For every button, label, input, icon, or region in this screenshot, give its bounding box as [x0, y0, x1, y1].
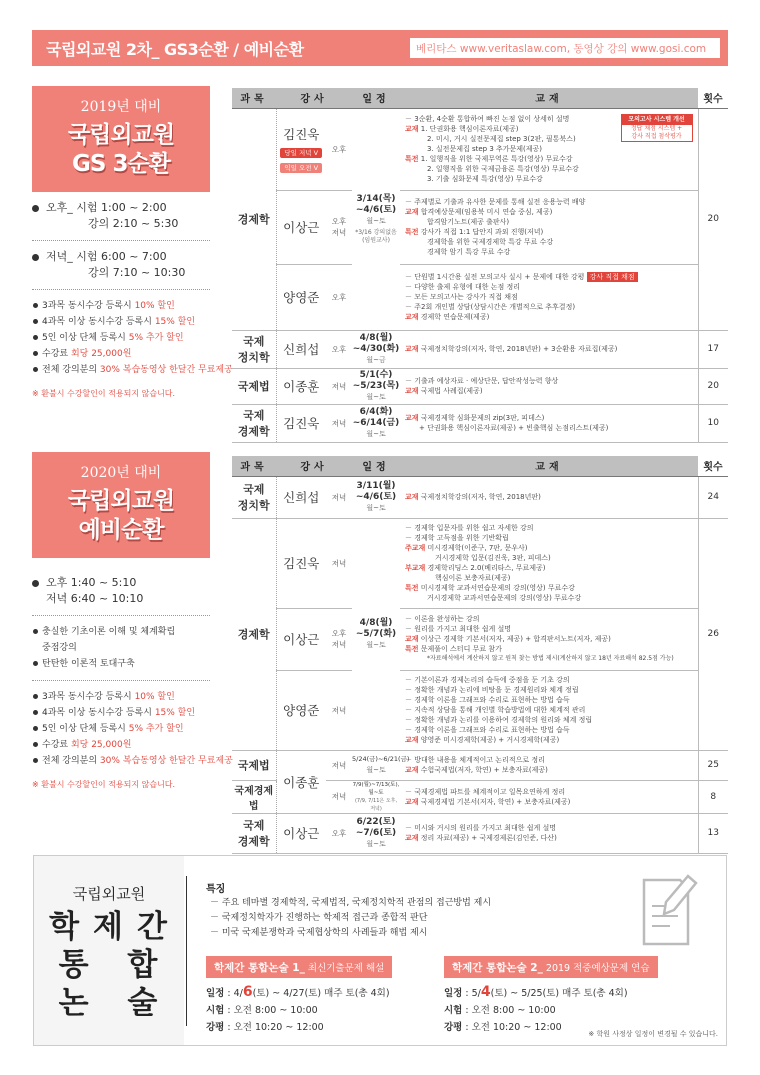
material-cell: － 방대한 내용을 체계적이고 논리적으로 정리 교재 수험국제법(저자, 학연) + 보충자료(제공): [400, 750, 698, 780]
schedule-cell: 4/8(월) ~5/7(화) 월~토: [352, 518, 400, 750]
count-cell: 13: [698, 813, 728, 853]
time-cell: 저녁: [326, 780, 352, 813]
list-item: 4과목 이상 동시수강 등록시 15% 할인: [32, 705, 212, 721]
table-row: [232, 518, 728, 608]
col-header-schedule: 일정: [352, 88, 400, 108]
material-cell: 교재 국제경제학 심화문제의 zip(3판, 피데스) + 단권화용 핵심이론자료(제공) + 빈출핵심 논점리스트(제공): [400, 404, 698, 442]
interdisciplinary-essay-box: [33, 855, 727, 1046]
material-cell: 교재 국제정치학강의(저자, 학연, 2018년판) + 3순환용 자료집(제공): [400, 330, 698, 368]
schedule-cell: 4/8(월) ~4/30(화) 월~금: [352, 330, 400, 368]
material-cell: － 주제별로 기출과 유사한 문제를 통해 실전 응용능력 배양 교재 합격예상문제(임용북 미시 연습 중심, 제공) 합격암기노트(제공 출판사) 특전 강사가 직접 1:1 답안지 과외 진행(저녁) 경제학을 위한 국제경제학 특강 무료 수강 경제학 암기 특강 무료 수강: [400, 190, 698, 264]
list-item: 5인 이상 단체 등록시 5% 추가 할인: [32, 721, 212, 737]
time-cell: 저녁: [326, 476, 352, 518]
time-cell: 저녁: [326, 404, 352, 442]
instructor-cell: 양영준: [276, 264, 326, 330]
instructor-cell: 김진욱: [276, 404, 326, 442]
subject-cell: 국제 정치학: [232, 330, 276, 368]
schedule-cell: 6/22(토) ~7/6(토) 월~토: [352, 813, 400, 853]
subject-cell: 경제학: [232, 518, 276, 750]
instructor-cell: 양영준: [276, 670, 326, 750]
table-row: [232, 608, 728, 670]
subject-cell: 국제 경제학: [232, 813, 276, 853]
count-cell: 8: [698, 780, 728, 813]
instructor-cell: 이종훈: [276, 368, 326, 404]
badge: 당일 저녁 V: [280, 148, 322, 158]
schedule-cell: 5/1(수) ~5/23(목) 월~토: [352, 368, 400, 404]
instructor-cell: 김진욱 당일 저녁 V 익일 오전 V: [276, 108, 326, 190]
instructor-cell: 김진욱: [276, 518, 326, 608]
course2-title: 학제간 통합논술 2_ 2019 적중예상문제 연습: [444, 956, 658, 978]
col-header-material: 교재: [400, 456, 698, 476]
schedule-cell: 3/11(월) ~4/6(토) 월~토: [352, 476, 400, 518]
divider: [32, 615, 210, 616]
material-cell: 모의고사 시스템 개선 정답 채점 시스템 + 강사 직접 첨삭평가 － 3순환, 4순환 통합하여 빠진 논점 없이 상세히 설명 교재 1. 단권화용 핵심이론자료(제공) 2. 미시, 거시 실전문제집 step 3(2판, 필통북스) 3. 실전문제집 step 3 추가문제(제공) 특전 1. 일행직을 위한 국제무역론 특강(영상) 무료수강 2. 일행직을 위한 국제금융론 특강(영상) 무료수강 3. 기출 심화문제 특강(영상) 무료수강: [400, 108, 698, 190]
promo-title-2: 예비순환: [78, 517, 164, 543]
col-header-subject: 과목: [232, 88, 276, 108]
time-row-evening-2: 강의 7:10 ~ 10:30: [88, 266, 186, 279]
time-cell: 저녁: [326, 368, 352, 404]
discount-list: [32, 298, 233, 378]
time-cell: 저녁: [326, 670, 352, 750]
col-header-count: 횟수: [698, 88, 728, 108]
divider: [32, 240, 210, 241]
instructor-cell: 이상근: [276, 813, 326, 853]
time-cell: 오후 저녁: [326, 608, 352, 670]
time-row: 저녁 6:40 ~ 10:10: [46, 592, 144, 605]
table-row: [232, 108, 728, 190]
bullet-icon: [32, 205, 39, 212]
schedule-change-note: ※ 학원 사정상 일정이 변경될 수 있습니다.: [588, 1030, 718, 1038]
feature-list: [32, 624, 212, 672]
course2-schedule: 일정 : 5/4(토) ~ 5/25(토) 매주 토(총 4회) 시험 : 오전 8:00 ~ 10:00 강평 : 오전 10:20 ~ 12:00: [444, 984, 628, 1033]
divider: [32, 680, 210, 681]
subject-cell: 경제학: [232, 108, 276, 330]
col-header-instructor: 강사: [276, 88, 352, 108]
notice-box: 모의고사 시스템 개선 정답 채점 시스템 + 강사 직접 첨삭평가: [621, 114, 693, 142]
list-item: 충실한 기초이론 이해 및 체계확립: [32, 624, 212, 640]
col-header-count: 횟수: [698, 456, 728, 476]
list-item: － 주요 테마별 경제학적, 국제법적, 국제정치학적 관점의 접근방법 제시: [210, 898, 492, 908]
bullet-icon: [32, 580, 39, 587]
promo-year: 2019년 대비: [80, 99, 162, 115]
instructor-cell: 이상근: [276, 190, 326, 264]
table-row: [232, 190, 728, 264]
instructor-cell: 신희섭: [276, 330, 326, 368]
essay-title-3: 논 술: [58, 985, 172, 1021]
time-cell: 저녁: [326, 750, 352, 780]
badge: 익일 오전 V: [280, 163, 322, 173]
time-cell: 오후: [326, 330, 352, 368]
schedule-cell: 5/24(금)~6/21(금) 월~토: [352, 750, 400, 780]
instructor-cell: 이종훈: [276, 750, 326, 813]
essay-title-panel: [34, 856, 184, 1045]
table-row: [232, 264, 728, 330]
time-cell: 오후 저녁: [326, 190, 352, 264]
list-item: 수강료 회당 25,000원: [32, 737, 212, 753]
schedule-cell: 6/4(화) ~6/14(금) 월~토: [352, 404, 400, 442]
list-item: 탄탄한 이론적 토대구축: [32, 656, 212, 672]
table-row: [232, 813, 728, 853]
subject-cell: 국제법: [232, 368, 276, 404]
table-row: [232, 476, 728, 518]
table-row: [232, 330, 728, 368]
features-heading: 특징: [206, 884, 226, 895]
material-cell: － 경제학 입문자를 위한 쉽고 자세한 강의 － 경제학 고득점을 위한 기반확립 주교재 미시경제학(이준구, 7판, 문우사) 거시경제학 입문(김진욱, 3판, 피데스) 부교재 경제학리딩스 2.0(베리타스, 무료제공) 핵심이론 보충자료(제공) 특전 미시경제학 교과서연습문제의 강의(영상) 무료수강 거시경제학 교과서연습문제의 강의(영상) 무료수강: [400, 518, 698, 608]
time-cell: 오후: [326, 264, 352, 330]
divider: [32, 289, 210, 290]
refund-note: ※ 환불시 수강할인이 적용되지 않습니다.: [32, 780, 176, 789]
promo-box-prep: [32, 452, 210, 558]
course1-title: 학제간 통합논술 1_ 최신기출문제 해설: [206, 956, 392, 978]
promo2-details: [32, 575, 233, 793]
count-cell: 10: [698, 404, 728, 442]
list-item: － 미국 국제분쟁학과 국제협상학의 사례들과 해법 제시: [210, 928, 428, 938]
discount-list: [32, 689, 233, 769]
instructor-cell: 이상근: [276, 608, 326, 670]
promo-box-gs3: [32, 86, 210, 192]
course1-schedule: 일정 : 4/6(토) ~ 4/27(토) 매주 토(총 4회) 시험 : 오전 8:00 ~ 10:00 강평 : 오전 10:20 ~ 12:00: [206, 984, 390, 1033]
list-item: 전체 강의분의 30% 복습동영상 한달간 무료제공: [32, 362, 212, 378]
material-cell: － 국제경제법 파트를 체계적이고 일목요연하게 정리 교재 국제경제법 기본서(저자, 학연) + 보충자료(제공): [400, 780, 698, 813]
col-header-material: 교재: [400, 88, 698, 108]
material-cell: － 기출과 예상자료 · 예상단문, 답안작성능력 향상 교재 국제법 사례집(제공): [400, 368, 698, 404]
list-item: 수강료 회당 25,000원: [32, 346, 212, 362]
schedule-cell: 3/14(목) ~4/6(토) 월~토 *3/16 강의없음 (임원교사): [352, 108, 400, 330]
time-row: 오후 1:40 ~ 5:10: [32, 575, 212, 591]
promo-title-2: GS 3순환: [72, 151, 170, 177]
essay-title-1: 학제간: [49, 909, 181, 945]
list-item: 3과목 동시수강 등록시 10% 할인: [32, 298, 212, 314]
col-header-subject: 과목: [232, 456, 276, 476]
promo-year: 2020년 대비: [80, 465, 162, 481]
schedule-cell: 7/9(월)~7/13(토), 월~토 (7/9, 7/11은 오후, 저녁): [352, 781, 400, 812]
list-item: 중점강의: [42, 643, 77, 653]
material-cell: － 미시와 거시의 원리를 가지고 최대한 쉽게 설명 교재 정리 자료(제공) + 국제경제론(김인준, 다산): [400, 813, 698, 853]
col-header-instructor: 강사: [276, 456, 352, 476]
subject-cell: 국제법: [232, 750, 276, 780]
list-item: 3과목 동시수강 등록시 10% 할인: [32, 689, 212, 705]
bullet-icon: [32, 254, 39, 261]
subject-cell: 국제 정치학: [232, 476, 276, 518]
subject-cell: 국제경제법: [232, 780, 276, 813]
list-item: 5인 이상 단체 등록시 5% 추가 할인: [32, 330, 212, 346]
promo1-details: [32, 200, 233, 402]
col-header-schedule: 일정: [352, 456, 400, 476]
table-row: [232, 368, 728, 404]
subject-cell: 국제 경제학: [232, 404, 276, 442]
list-item: － 국제정치학자가 진행하는 학제적 접근과 종합적 판단: [210, 913, 428, 923]
website-info: 베리타스 www.veritaslaw.com, 동영상 강의 www.gosi.com: [410, 38, 720, 58]
count-cell: 17: [698, 330, 728, 368]
table-row: [232, 670, 728, 750]
time-cell: 오후: [326, 108, 352, 190]
material-cell: － 이론을 완성하는 강의 － 원리를 가지고 최대한 쉽게 설명 교재 이상근 경제학 기본서(저자, 제공) + 합격판서노트(저자, 제공) 특전 문제풀이 스터디 무료 참가 *자료해석에서 계산하지 않고 원칙 찾는 방법 제시(계산하지 않고 18년 자료해석 82.5점 가능): [400, 608, 698, 670]
list-item: 전체 강의분의 30% 복습동영상 한달간 무료제공: [32, 753, 212, 769]
material-cell: － 단원별 1시간용 실전 모의고사 실시 + 문제에 대한 강평 강사 직접 채점 － 다양한 출제 유형에 대한 논점 정리 － 모든 모의고사는 강사가 직접 채점 － 주2회 개인별 상담(상담시간은 개별적으로 추후결정) 교재 경제학 연습문제(제공): [400, 264, 698, 330]
count-cell: 24: [698, 476, 728, 518]
list-item: 4과목 이상 동시수강 등록시 15% 할인: [32, 314, 212, 330]
time-cell: 오후: [326, 813, 352, 853]
material-cell: 교재 국제정치학강의(저자, 학연, 2018년판): [400, 476, 698, 518]
count-cell: 25: [698, 750, 728, 780]
header-bar: [32, 30, 728, 66]
schedule-table-prep: [232, 456, 728, 854]
essay-title-2: 통 합: [58, 947, 172, 983]
vertical-divider: [186, 876, 187, 1026]
material-cell: － 기본이론과 경제논리의 습득에 중점을 둔 기초 강의 － 정확한 개념과 논리에 비탕을 둔 경제원리와 체계 정립 － 경제학 이론을 그래프와 수리로 표현하는 방법 습득 － 지속적 상담을 통해 개인별 학습방법에 대한 체계적 관리 － 정확한 개념과 논리를 이용하여 경제학의 원리와 체계 정립 － 경제학 이론을 그래프와 수리로 표현하는 방법 습득 교재 양영준 미시경제학(제공) + 거시경제학(제공): [400, 670, 698, 750]
page-title: 국립외교원 2차_ GS3순환 / 예비순환: [46, 40, 304, 59]
promo-title-1: 국립외교원: [67, 488, 175, 514]
essay-subtitle: 국립외교원: [72, 885, 146, 903]
instructor-cell: 신희섭: [276, 476, 326, 518]
refund-note: ※ 환불시 수강할인이 적용되지 않습니다.: [32, 389, 176, 398]
features-list: [210, 896, 491, 941]
time-row-evening: 저녁_ 시험 6:00 ~ 7:00: [32, 249, 212, 265]
time-cell: 저녁: [326, 518, 352, 608]
pencil-paper-icon: [632, 872, 702, 952]
count-cell: 20: [698, 368, 728, 404]
time-row-afternoon-2: 강의 2:10 ~ 5:30: [88, 217, 179, 230]
promo-title-1: 국립외교원: [67, 122, 175, 148]
schedule-table-gs3: [232, 88, 728, 443]
time-row-afternoon: 오후_ 시험 1:00 ~ 2:00: [32, 200, 212, 216]
table-row: [232, 404, 728, 442]
count-cell: 20: [698, 108, 728, 330]
table-row: [232, 750, 728, 780]
count-cell: 26: [698, 518, 728, 750]
